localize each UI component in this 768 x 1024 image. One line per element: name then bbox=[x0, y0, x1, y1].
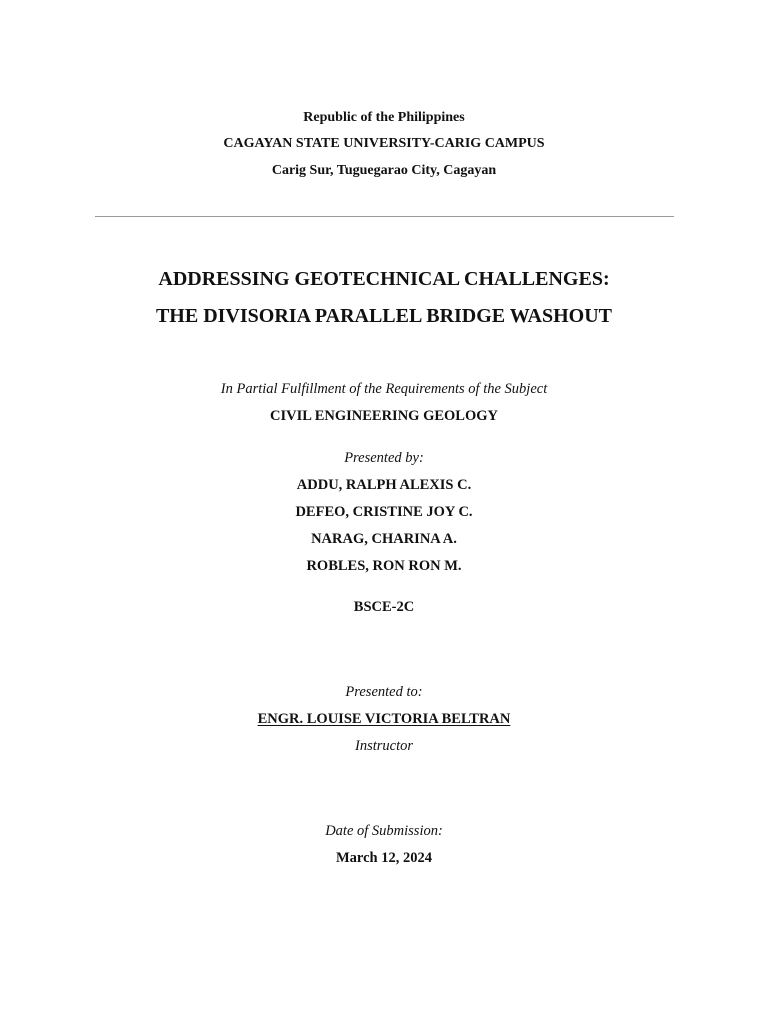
author-name: ADDU, RALPH ALEXIS C. bbox=[296, 477, 472, 493]
section-code: BSCE-2C bbox=[353, 599, 415, 615]
header-address: Carig Sur, Tuguegarao City, Cagayan bbox=[271, 163, 497, 178]
submission-date: March 12, 2024 bbox=[336, 850, 432, 866]
instructor-name-text: ENGR. LOUISE VICTORIA BELTRAN bbox=[257, 711, 511, 727]
header-university: CAGAYAN STATE UNIVERSITY-CARIG CAMPUS bbox=[223, 136, 545, 151]
author-name: ROBLES, RON RON M. bbox=[306, 558, 462, 574]
title-line-1: ADDRESSING GEOTECHNICAL CHALLENGES: bbox=[158, 268, 610, 290]
presented-by-label: Presented by: bbox=[344, 450, 424, 466]
submission-label: Date of Submission: bbox=[325, 823, 443, 839]
instructor-role: Instructor bbox=[355, 738, 413, 754]
presented-to-label: Presented to: bbox=[345, 684, 423, 700]
fulfillment-intro: In Partial Fulfillment of the Requirements of the Subject bbox=[220, 381, 548, 397]
instructor-name bbox=[0, 712, 768, 727]
title-line-2: THE DIVISORIA PARALLEL BRIDGE WASHOUT bbox=[155, 305, 613, 327]
header-country: Republic of the Philippines bbox=[303, 110, 465, 125]
subject-name: CIVIL ENGINEERING GEOLOGY bbox=[269, 408, 499, 424]
author-name: DEFEO, CRISTINE JOY C. bbox=[295, 504, 473, 520]
author-name: NARAG, CHARINA A. bbox=[311, 531, 457, 547]
header-divider bbox=[95, 216, 674, 217]
